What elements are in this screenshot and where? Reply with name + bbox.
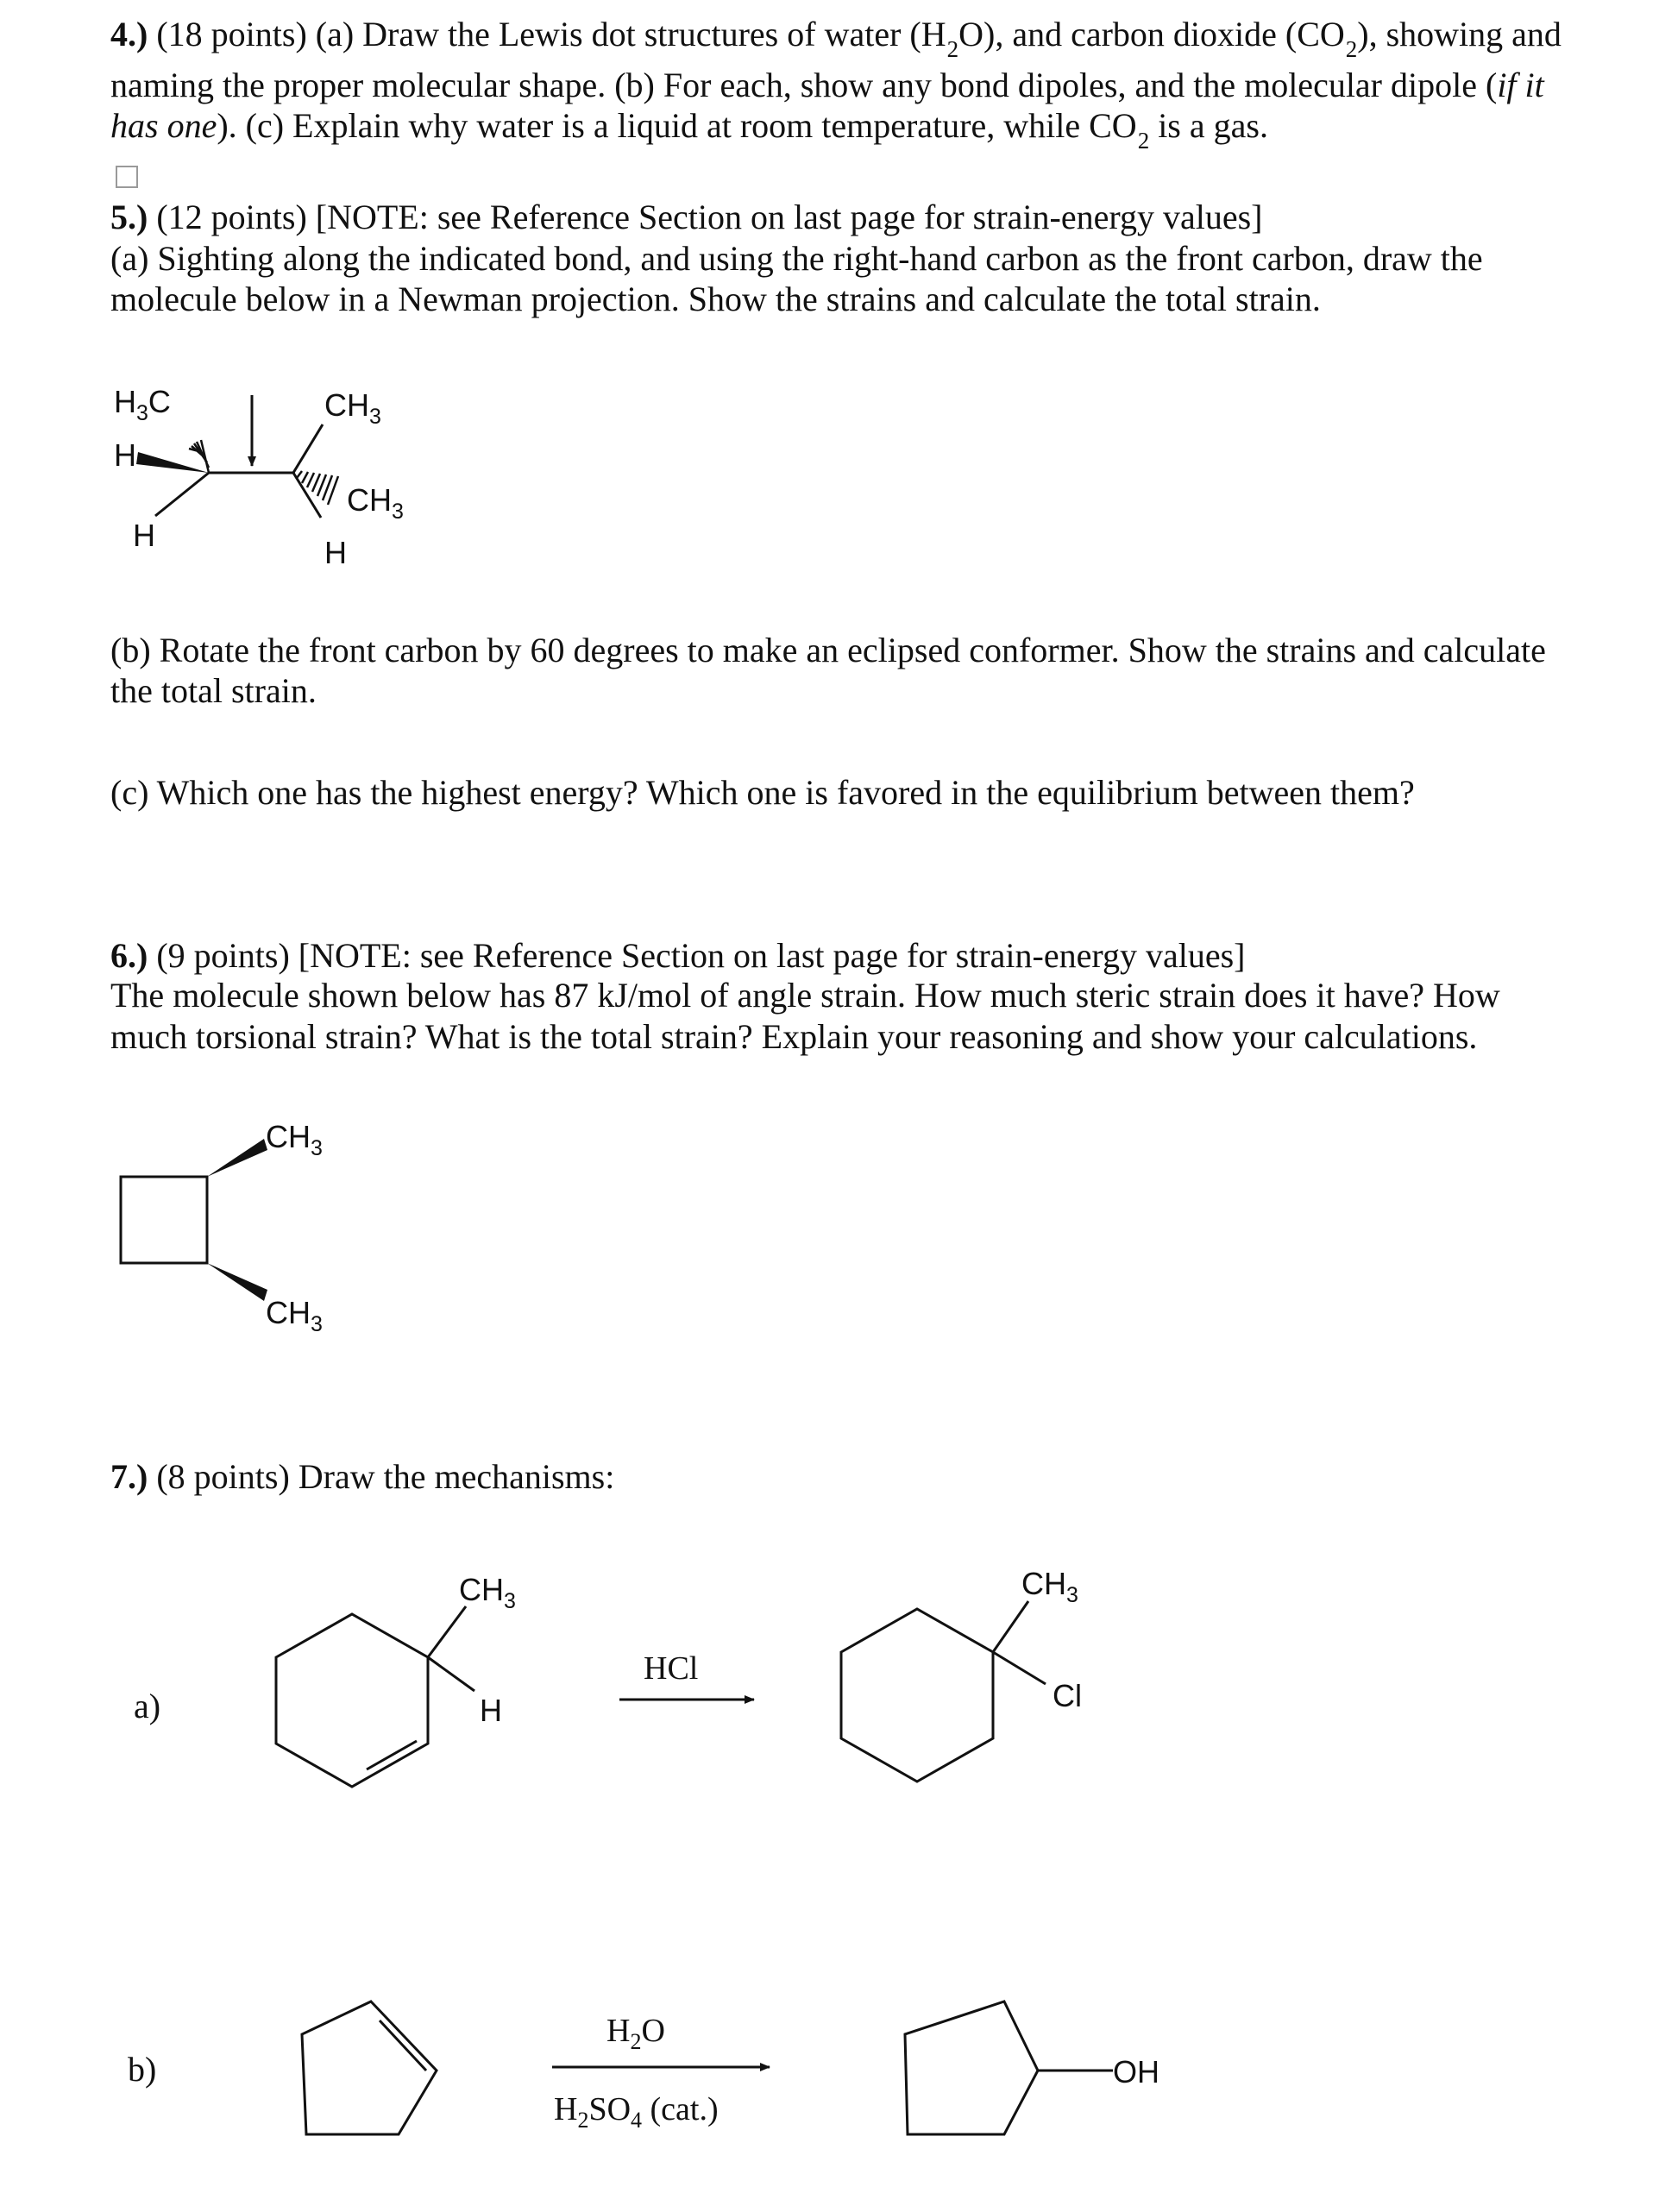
q5-part-b-line-2: the total strain. [110,671,317,710]
q7b-reagent-bottom: $H_2SO_4$ (cat.) [554,2091,719,2133]
q4-line-3: has one). (c) Explain why water is a liquid at room temperature, while $CO_2$ is a gas. [110,106,1268,154]
q5-part-c: (c) Which one has the highest energy? Which one is favored in the equilibrium between them? [110,773,1415,812]
q5-solid-wedge-h [136,452,209,473]
q5-part-b-line-1: (b) Rotate the front carbon by 60 degrees to make an eclipsed conformer. Show the strains and calculate [110,631,1546,669]
q5-label-h-right: H [324,535,347,570]
q4-number: 4.) [110,15,148,53]
q7b-cyclopentene-ring [302,2001,437,2134]
q5-line-1: 5.) (12 points) [NOTE: see Reference Section on last page for strain-energy values] [110,198,1263,236]
q7a-cyclohexene-ring [276,1614,428,1787]
q7b-product [905,2001,1113,2134]
q7a-label: a) [134,1687,161,1725]
q6-cyclobutane-ring [121,1177,207,1263]
q5-line-3: molecule below in a Newman projection. Show the strains and calculate the total strain. [110,280,1321,318]
q7b-double-bond-inner [380,2020,426,2071]
q5-bond-to-ch3-top [293,424,323,473]
q6-line-3: much torsional strain? What is the total strain? Explain your reasoning and show your calculations. [110,1017,1478,1056]
q6-label-ch3-top: $CH_3$ [266,1119,323,1160]
q5-label-ch3-top: $CH_3$ [324,387,381,429]
q5-bond-to-h-lower [155,473,209,516]
q6-wedge-top [207,1139,267,1177]
q6-wedge-bottom [207,1263,267,1301]
q7a-reactant-ch3: $CH_3$ [459,1572,516,1613]
q6-line-2: The molecule shown below has 87 kJ/mol of angle strain. How much steric strain does it have? How [110,976,1500,1015]
q7-number: 7.) [110,1457,148,1496]
q7b-reactant [302,2001,437,2134]
q7a-bond-to-ch3 [428,1606,466,1657]
q7a-bond-to-h [428,1657,474,1691]
q7a-reactant-h: H [480,1693,502,1728]
q5-label-h3c: $H_3C$ [114,384,171,425]
q7a-reactant [276,1606,474,1787]
q7b-reagent-top: $H_2O$ [606,2013,665,2054]
q7b-label: b) [128,2050,157,2089]
q6-number: 6.) [110,936,148,975]
q7-line-1: 7.) (8 points) Draw the mechanisms: [110,1457,615,1496]
q5-line-2: (a) Sighting along the indicated bond, and using the right-hand carbon as the front carbon, draw the [110,239,1483,278]
q7a-product-ch3: $CH_3$ [1021,1566,1078,1607]
q5-label-h-upper: H [114,437,136,473]
q6-molecule [121,1177,207,1263]
q5-number: 5.) [110,198,148,236]
q7a-product-cl: Cl [1053,1678,1082,1713]
q5-molecule [155,395,338,518]
q4-line-1: 4.) (18 points) (a) Draw the Lewis dot structures of water $(H_2O)$, and carbon dioxide $(CO_2)$, showing and [110,15,1562,62]
q7b-cyclopentane-ring [905,2001,1038,2134]
q5-label-ch3-right: $CH_3$ [347,482,404,524]
q7a-product [841,1601,1046,1782]
q6-label-ch3-bottom: $CH_3$ [266,1295,323,1336]
q7a-bond-to-cl [993,1652,1046,1684]
q5-label-h-lower: H [133,518,155,553]
q6-line-1: 6.) (9 points) [NOTE: see Reference Section on last page for strain-energy values] [110,936,1246,975]
q7b-product-oh: OH [1113,2054,1159,2089]
q4-line-2: naming the proper molecular shape. (b) For each, show any bond dipoles, and the molecular dipole (if it [110,66,1544,104]
q7a-reagent: HCl [644,1650,699,1687]
q7a-bond-to-product-ch3 [993,1601,1028,1652]
q7a-cyclohexane-ring [841,1609,993,1782]
